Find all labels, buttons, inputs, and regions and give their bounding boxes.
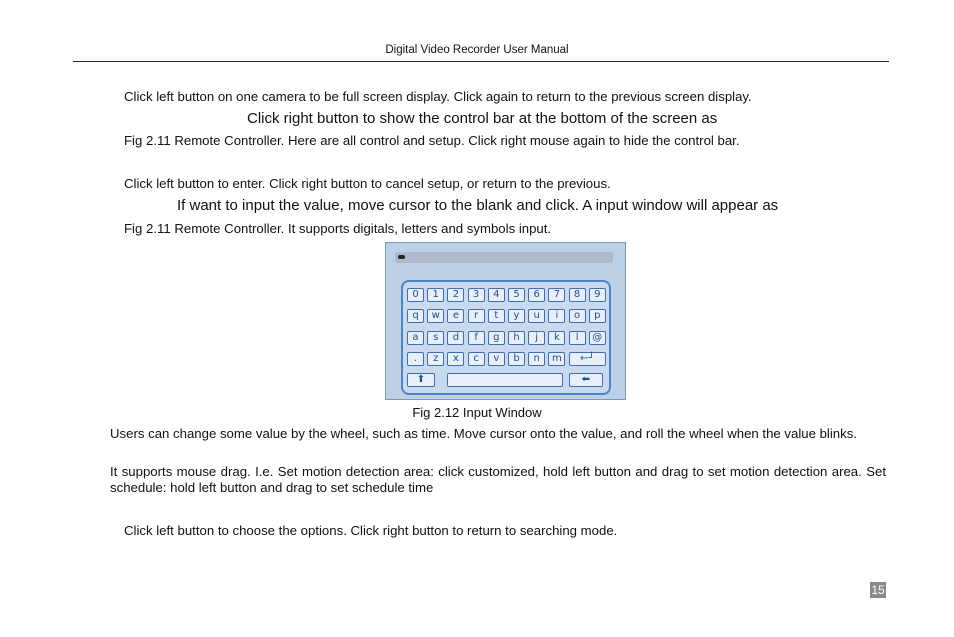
figure-caption: Fig 2.12 Input Window [412,405,542,420]
key-5[interactable]: 5 [508,288,525,302]
key-3[interactable]: 3 [468,288,485,302]
key-0[interactable]: 0 [407,288,424,302]
key-m[interactable]: m [548,352,565,366]
key-a[interactable]: a [407,331,424,345]
header-title: Digital Video Recorder User Manual [385,44,569,56]
key-9[interactable]: 9 [589,288,606,302]
paragraph-control-bar: Click right button to show the control bar at the bottom of the screen as [247,110,718,127]
shift-key-icon[interactable]: ⬆ [407,373,435,387]
input-window-figure [385,242,626,400]
key-dot[interactable]: . [407,352,424,366]
key-c[interactable]: c [468,352,485,366]
key-x[interactable]: x [447,352,464,366]
paragraph-enter-cancel: Click left button to enter. Click right button to cancel setup, or return to the previous. [124,176,611,191]
page-number: 15 [871,583,885,597]
key-q[interactable]: q [407,309,424,323]
key-s[interactable]: s [427,331,444,345]
key-z[interactable]: z [427,352,444,366]
paragraph-input-window: If want to input the value, move cursor to the blank and click. A input window will appear as [177,197,779,214]
virtual-keyboard [401,280,611,395]
header-rule [73,61,889,62]
key-w[interactable]: w [427,309,444,323]
key-j[interactable]: j [528,331,545,345]
space-key[interactable] [447,373,563,387]
key-k[interactable]: k [548,331,565,345]
key-f[interactable]: f [468,331,485,345]
key-i[interactable]: i [548,309,565,323]
paragraph-drag: It supports mouse drag. I.e. Set motion detection area: click customized, hold left button and drag to set motion detection area. Set schedule: hold left button and drag to set schedule time [110,464,886,495]
key-n[interactable]: n [528,352,545,366]
key-p[interactable]: p [589,309,606,323]
key-1[interactable]: 1 [427,288,444,302]
key-4[interactable]: 4 [488,288,505,302]
key-l[interactable]: l [569,331,586,345]
key-2[interactable]: 2 [447,288,464,302]
text-cursor [398,255,405,259]
key-v[interactable]: v [488,352,505,366]
backspace-key-icon[interactable]: ⬅ [569,373,603,387]
key-u[interactable]: u [528,309,545,323]
key-e[interactable]: e [447,309,464,323]
key-6[interactable]: 6 [528,288,545,302]
key-o[interactable]: o [569,309,586,323]
key-h[interactable]: h [508,331,525,345]
paragraph-hide-control-bar: Fig 2.11 Remote Controller. Here are all control and setup. Click right mouse again to hide the control bar. [124,133,740,148]
key-b[interactable]: b [508,352,525,366]
input-window-text-field [395,252,613,263]
key-y[interactable]: y [508,309,525,323]
key-d[interactable]: d [447,331,464,345]
paragraph-wheel: Users can change some value by the wheel, such as time. Move cursor onto the value, and roll the wheel when the value blinks. [110,426,857,441]
key-t[interactable]: t [488,309,505,323]
paragraph-choose-options: Click left button to choose the options. Click right button to return to searching mode. [124,523,618,538]
key-r[interactable]: r [468,309,485,323]
paragraph-full-screen: Click left button on one camera to be full screen display. Click again to return to the previous screen display. [124,89,752,104]
key-7[interactable]: 7 [548,288,565,302]
key-8[interactable]: 8 [569,288,586,302]
paragraph-input-support: Fig 2.11 Remote Controller. It supports digitals, letters and symbols input. [124,221,552,236]
key-g[interactable]: g [488,331,505,345]
key-at[interactable]: @ [589,331,606,345]
enter-key-icon[interactable]: ←┘ [569,352,606,366]
